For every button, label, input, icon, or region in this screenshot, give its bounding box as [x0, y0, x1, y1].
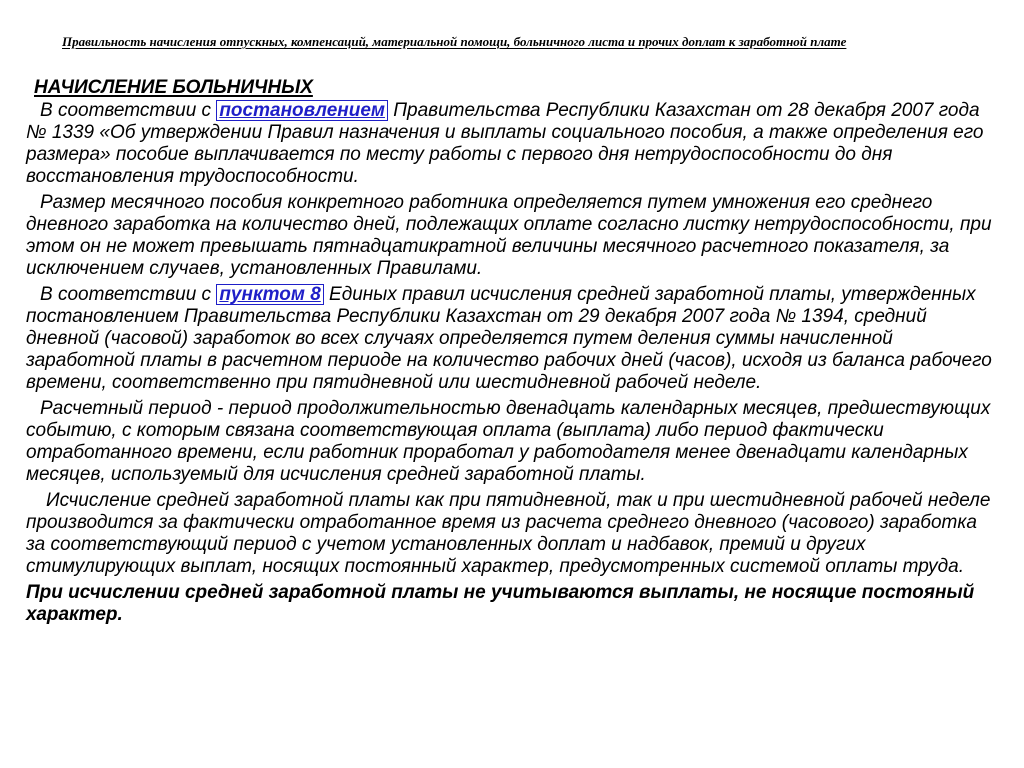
paragraph-calculation-period: [26, 398, 1001, 486]
paragraph-sick-leave-payment: [26, 100, 1001, 188]
paragraph-text: Единых правил исчисления средней заработной платы, утвержденных постановлением Правительства Республики Казахстан от 29 декабря 2007 года № 1394, средний дневной (часовой) заработок во всех случаях определяется путем деления суммы начисленной заработной платы в расчетном периоде на количество рабочих дней (часов), исходя из баланса рабочего времени, соответственно при пятидневной или шестидневной рабочей неделе.: [26, 284, 992, 393]
paragraph-text: Размер месячного пособия конкретного работника определяется путем умножения его среднего дневного заработка на количество дней, подлежащих оплате согласно листку нетрудоспособности, при этом он не может превышать пятнадцатикратной величины месячного расчетного показателя, за исключением случаев, установленных Правилами.: [26, 192, 992, 279]
clause-8-link[interactable]: пунктом 8: [216, 284, 323, 305]
resolution-link[interactable]: постановлением: [216, 100, 388, 121]
paragraph-text: При исчислении средней заработной платы не учитываются выплаты, не носящие постояный характер.: [26, 582, 975, 625]
paragraph-text: Расчетный период - период продолжительностью двенадцать календарных месяцев, предшествующих событию, с которым связана соответствующая оплата (выплата) либо период фактически отработанного времени, если работник проработал у работодателя менее двенадцати календарных месяцев, используемый для исчисления средней заработной платы.: [26, 398, 991, 485]
paragraph-text: Правительства Республики Казахстан от 28 декабря 2007 года № 1339 «Об утверждении Правил назначения и выплаты социального пособия, а также определения его размера» пособие выплачивается по месту работы с первого дня нетрудоспособности до дня восстановления трудоспособности.: [26, 100, 984, 187]
paragraph-average-earnings: [26, 284, 1001, 394]
paragraph-exclusion-note: [26, 582, 1001, 626]
paragraph-text: В соответствии с: [40, 100, 217, 121]
document-header: Правильность начисления отпускных, компенсаций, материальной помощи, больничного листа и прочих доплат к заработной плате: [62, 34, 847, 49]
document-body: [26, 76, 1001, 630]
paragraph-workweek-calculation: [26, 490, 1001, 578]
section-title: НАЧИСЛЕНИЕ БОЛЬНИЧНЫХ: [34, 77, 313, 98]
paragraph-text: Исчисление средней заработной платы как при пятидневной, так и при шестидневной рабочей неделе производится за фактически отработанное время из расчета среднего дневного (часового) заработка за соответствующий период с учетом установленных доплат и надбавок, премий и других стимулирующих выплат, носящих постоянный характер, предусмотренных системой оплаты труда.: [26, 490, 991, 577]
paragraph-benefit-size: [26, 192, 1001, 280]
paragraph-text: В соответствии с: [40, 284, 217, 305]
